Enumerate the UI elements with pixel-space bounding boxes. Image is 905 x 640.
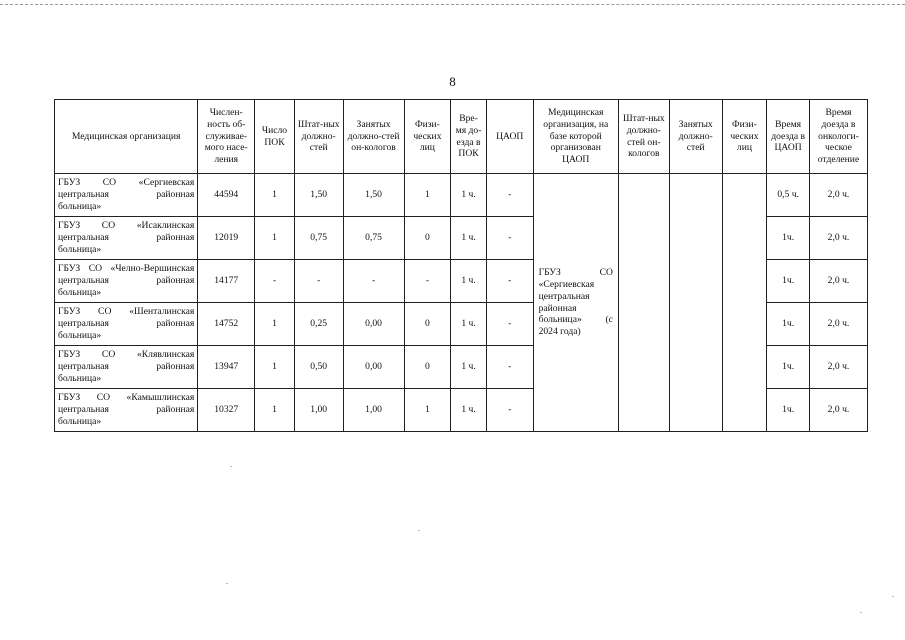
- time-pok-cell: 1 ч.: [451, 217, 487, 260]
- occupied-cell: -: [343, 260, 404, 303]
- caop-cell: -: [486, 174, 533, 217]
- population-cell: 13947: [198, 346, 255, 389]
- header-cell: Число ПОК: [255, 100, 295, 174]
- header-cell: Время доезда в онкологи-ческое отделение: [809, 100, 867, 174]
- persons-cell: 1: [404, 389, 451, 432]
- caop-occupied-cell: [669, 174, 722, 432]
- caop-cell: -: [486, 389, 533, 432]
- caop-cell: -: [486, 260, 533, 303]
- staff-cell: 0,50: [294, 346, 343, 389]
- header-cell: Медицинская организация, на базе которой организован ЦАОП: [533, 100, 618, 174]
- pok-cell: 1: [255, 217, 295, 260]
- time-caop-cell: 1ч.: [767, 346, 810, 389]
- pok-cell: -: [255, 260, 295, 303]
- org-cell: ГБУЗ СО «Камышлинская центральная районная больница»: [55, 389, 198, 432]
- population-cell: 14752: [198, 303, 255, 346]
- time-onco-cell: 2,0 ч.: [809, 174, 867, 217]
- occupied-cell: 1,50: [343, 174, 404, 217]
- time-caop-cell: 1ч.: [767, 217, 810, 260]
- scan-speck: [230, 466, 232, 467]
- time-onco-cell: 2,0 ч.: [809, 346, 867, 389]
- time-pok-cell: 1 ч.: [451, 260, 487, 303]
- time-onco-cell: 2,0 ч.: [809, 217, 867, 260]
- scan-speck: [226, 583, 228, 584]
- persons-cell: 0: [404, 217, 451, 260]
- persons-cell: -: [404, 260, 451, 303]
- org-cell: ГБУЗ СО «Шенталинская центральная районная больница»: [55, 303, 198, 346]
- header-cell: Медицинская организация: [55, 100, 198, 174]
- staff-cell: 0,25: [294, 303, 343, 346]
- persons-cell: 0: [404, 303, 451, 346]
- population-cell: 14177: [198, 260, 255, 303]
- staff-cell: -: [294, 260, 343, 303]
- occupied-cell: 0,00: [343, 346, 404, 389]
- header-cell: Штат-ных должно-стей он-кологов: [618, 100, 669, 174]
- header-cell: Вре-мя до-езда в ПОК: [451, 100, 487, 174]
- time-onco-cell: 2,0 ч.: [809, 389, 867, 432]
- header-cell: ЦАОП: [486, 100, 533, 174]
- staff-cell: 1,50: [294, 174, 343, 217]
- caop-cell: -: [486, 346, 533, 389]
- page-number: 8: [449, 74, 456, 89]
- caop-persons-cell: [722, 174, 767, 432]
- org-cell: ГБУЗ СО «Клявлинская центральная районная больница»: [55, 346, 198, 389]
- time-caop-cell: 0,5 ч.: [767, 174, 810, 217]
- header-cell: Числен-ность об-служивае-мого насе-ления: [198, 100, 255, 174]
- time-onco-cell: 2,0 ч.: [809, 303, 867, 346]
- scan-edge-line: [0, 4, 905, 5]
- header-cell: Физи-ческих лиц: [404, 100, 451, 174]
- pok-cell: 1: [255, 174, 295, 217]
- time-caop-cell: 1ч.: [767, 303, 810, 346]
- header-cell: Физи-ческих лиц: [722, 100, 767, 174]
- time-pok-cell: 1 ч.: [451, 346, 487, 389]
- occupied-cell: 0,75: [343, 217, 404, 260]
- time-pok-cell: 1 ч.: [451, 303, 487, 346]
- persons-cell: 0: [404, 346, 451, 389]
- header-cell: Время доезда в ЦАОП: [767, 100, 810, 174]
- org-cell: ГБУЗ СО «Сергиевская центральная районная больница»: [55, 174, 198, 217]
- population-cell: 44594: [198, 174, 255, 217]
- scan-speck: [418, 530, 420, 531]
- caop-staff-cell: [618, 174, 669, 432]
- header-cell: Занятых должно-стей: [669, 100, 722, 174]
- time-pok-cell: 1 ч.: [451, 174, 487, 217]
- staff-cell: 1,00: [294, 389, 343, 432]
- caop-cell: -: [486, 217, 533, 260]
- org-cell: ГБУЗ СО «Челно-Вершинская центральная районная больница»: [55, 260, 198, 303]
- scan-speck: [860, 612, 862, 613]
- population-cell: 12019: [198, 217, 255, 260]
- pok-cell: 1: [255, 346, 295, 389]
- persons-cell: 1: [404, 174, 451, 217]
- scan-speck: [892, 596, 894, 597]
- table-row: [55, 174, 868, 217]
- time-caop-cell: 1ч.: [767, 389, 810, 432]
- population-cell: 10327: [198, 389, 255, 432]
- occupied-cell: 0,00: [343, 303, 404, 346]
- header-row: [55, 100, 868, 174]
- caop-cell: -: [486, 303, 533, 346]
- staff-cell: 0,75: [294, 217, 343, 260]
- header-cell: Занятых должно-стей он-кологов: [343, 100, 404, 174]
- time-pok-cell: 1 ч.: [451, 389, 487, 432]
- oncology-table: [54, 99, 868, 432]
- caop-org-cell: ГБУЗ СО «Сергиевская центральная районная больница» (с 2024 года): [533, 174, 618, 432]
- pok-cell: 1: [255, 303, 295, 346]
- header-cell: Штат-ных должно-стей: [294, 100, 343, 174]
- time-onco-cell: 2,0 ч.: [809, 260, 867, 303]
- pok-cell: 1: [255, 389, 295, 432]
- org-cell: ГБУЗ СО «Исаклинская центральная районная больница»: [55, 217, 198, 260]
- occupied-cell: 1,00: [343, 389, 404, 432]
- time-caop-cell: 1ч.: [767, 260, 810, 303]
